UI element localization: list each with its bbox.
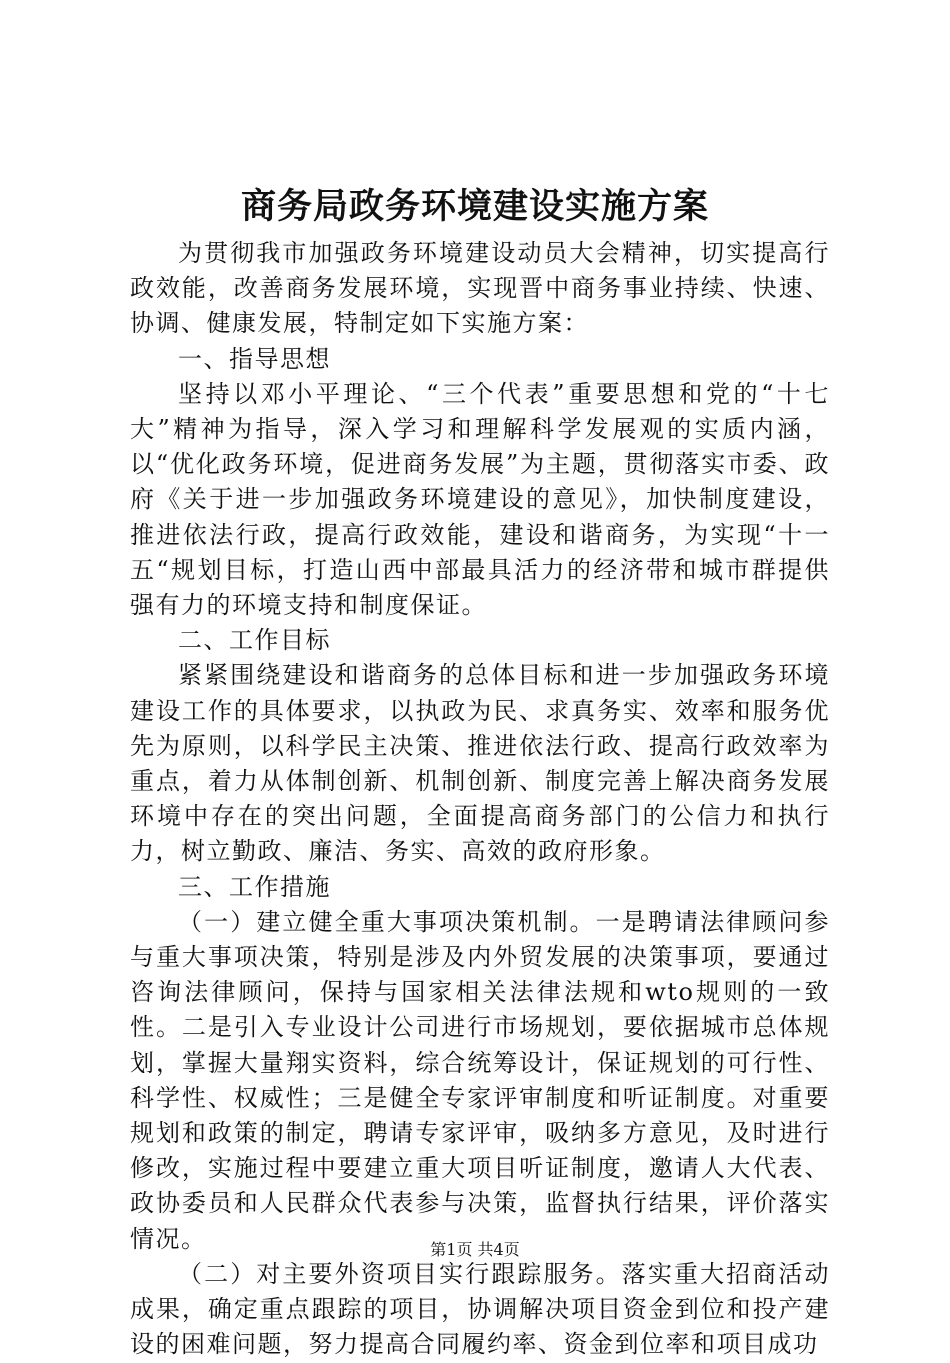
- intro-paragraph: 为贯彻我市加强政务环境建设动员大会精神，切实提高行政效能，改善商务发展环境，实现晋中商务事业持续、快速、协调、健康发展，特制定如下实施方案：: [130, 239, 830, 338]
- section-heading-guiding-ideology: 一、指导思想: [178, 344, 331, 373]
- measure-one-paragraph: （一）建立健全重大事项决策机制。一是聘请法律顾问参与重大事项决策，特别是涉及内外贸发展的决策事项，要通过咨询法律顾问，保持与国家相关法律法规和wto规则的一致性。二是引入专业设计公司进行市场规划，要依据城市总体规划，掌握大量翔实资料，综合统筹设计，保证规划的可行性、科学性、权威性；三是健全专家评审制度和听证制度。对重要规划和政策的制定，聘请专家评审，吸纳多方意见，及时进行修改，实施过程中要建立重大项目听证制度，邀请人大代表、政协委员和人民群众代表参与决策，监督执行结果，评价落实情况。: [130, 907, 830, 1253]
- document-body: [130, 236, 830, 1363]
- work-goals-paragraph: 紧紧围绕建设和谐商务的总体目标和进一步加强政务环境建设工作的具体要求，以执政为民、求真务实、效率和服务优先为原则，以科学民主决策、推进依法行政、提高行政效率为重点，着力从体制创新、机制创新、制度完善上解决商务发展环境中存在的突出问题，全面提高商务部门的公信力和执行力，树立勤政、廉洁、务实、高效的政府形象。: [130, 661, 830, 866]
- section-heading-work-measures: 三、工作措施: [178, 872, 331, 901]
- section-heading-work-goals: 二、工作目标: [178, 626, 331, 655]
- measure-two-paragraph: （二）对主要外资项目实行跟踪服务。落实重大招商活动成果，确定重点跟踪的项目，协调解决项目资金到位和投产建设的困难问题，努力提高合同履约率、资金到位率和项目成功: [130, 1259, 830, 1359]
- guiding-ideology-paragraph: 坚持以邓小平理论、“三个代表”重要思想和党的“十七大”精神为指导，深入学习和理解科学发展观的实质内涵，以“优化政务环境，促进商务发展”为主题，贯彻落实市委、政府《关于进一步加强政务环境建设的意见》，加快制度建设，推进依法行政，提高行政效能，建设和谐商务，为实现“十一五“规划目标，打造山西中部最具活力的经济带和城市群提供强有力的环境支持和制度保证。: [130, 379, 830, 620]
- page-number-footer: 第1页 共4页: [430, 1240, 520, 1259]
- document-title: 商务局政务环境建设实施方案: [240, 186, 709, 227]
